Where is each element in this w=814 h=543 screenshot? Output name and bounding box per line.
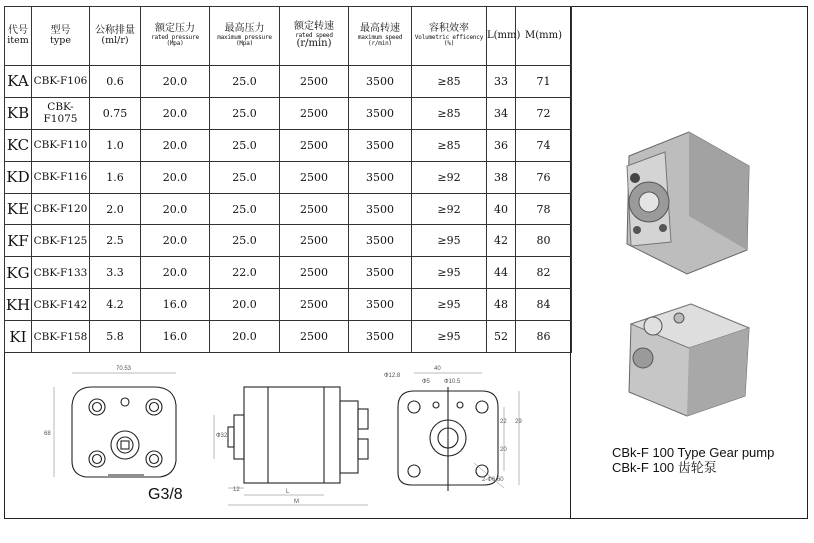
- table-cell-max-s: 3500: [349, 225, 412, 257]
- svg-text:29: 29: [515, 419, 522, 425]
- table-cell-max-s: 3500: [349, 129, 412, 161]
- table-row: [5, 257, 572, 289]
- table-cell-eff: ≥95: [412, 225, 487, 257]
- table-row: [5, 193, 572, 225]
- table-cell-disp: 2.0: [90, 193, 141, 225]
- table-cell-item: KI: [5, 321, 32, 353]
- table-cell-type: CBK-F125: [32, 225, 90, 257]
- table-cell-rated-p: 20.0: [141, 66, 210, 98]
- table-cell-eff: ≥95: [412, 257, 487, 289]
- header-type: 型号 type: [32, 7, 90, 66]
- table-cell-type: CBK-F116: [32, 161, 90, 193]
- table-cell-type: CBK-F133: [32, 257, 90, 289]
- table-row: [5, 66, 572, 98]
- table-cell-eff: ≥95: [412, 321, 487, 353]
- table-cell-rated-s: 2500: [280, 321, 349, 353]
- table-cell-L: 40: [487, 193, 516, 225]
- table-cell-type: CBK-F142: [32, 289, 90, 321]
- side-view-drawing: [228, 387, 368, 483]
- table-cell-item: KG: [5, 257, 32, 289]
- table-row: [5, 289, 572, 321]
- table-cell-L: 48: [487, 289, 516, 321]
- header-max-speed: 最高转速 maximum speed (r/min): [349, 7, 412, 66]
- header-displacement: 公称排量 (ml/r): [90, 7, 141, 66]
- table-cell-max-s: 3500: [349, 257, 412, 289]
- svg-text:Ф5: Ф5: [422, 379, 430, 385]
- table-cell-L: 52: [487, 321, 516, 353]
- svg-text:40: 40: [434, 366, 441, 372]
- table-row: [5, 225, 572, 257]
- table-cell-rated-s: 2500: [280, 225, 349, 257]
- header-rated-pressure: 额定压力 rated pressure (Mpa): [141, 7, 210, 66]
- table-cell-max-s: 3500: [349, 66, 412, 98]
- svg-text:Ф10.5: Ф10.5: [444, 379, 461, 385]
- svg-text:68: 68: [44, 431, 51, 437]
- table-cell-disp: 0.6: [90, 66, 141, 98]
- table-cell-rated-s: 2500: [280, 289, 349, 321]
- table-cell-rated-p: 20.0: [141, 257, 210, 289]
- table-cell-M: 72: [516, 97, 572, 129]
- header-rated-speed: 额定转速 rated speed (r/min): [280, 7, 349, 66]
- caption-line-2: CBk-F 100 齿轮泵: [612, 460, 717, 475]
- table-cell-rated-s: 2500: [280, 66, 349, 98]
- header-M: M(mm): [516, 7, 572, 66]
- rear-view-drawing: [398, 387, 498, 491]
- table-cell-max-p: 25.0: [210, 161, 280, 193]
- svg-text:22: 22: [500, 419, 507, 425]
- table-cell-item: KB: [5, 97, 32, 129]
- table-cell-eff: ≥95: [412, 289, 487, 321]
- svg-text:20: 20: [500, 447, 507, 453]
- spec-table: [4, 6, 572, 353]
- table-cell-eff: ≥85: [412, 97, 487, 129]
- table-cell-max-p: 25.0: [210, 225, 280, 257]
- table-cell-L: 42: [487, 225, 516, 257]
- front-view-drawing: [72, 387, 176, 477]
- table-cell-L: 36: [487, 129, 516, 161]
- svg-text:M: M: [294, 499, 299, 505]
- table-cell-type: CBK-F1075: [32, 97, 90, 129]
- table-cell-rated-s: 2500: [280, 161, 349, 193]
- header-efficiency: 容积效率 Volumetric efficency (%): [412, 7, 487, 66]
- svg-text:12: 12: [233, 487, 240, 493]
- table-cell-M: 80: [516, 225, 572, 257]
- table-cell-disp: 0.75: [90, 97, 141, 129]
- table-cell-M: 71: [516, 66, 572, 98]
- table-cell-max-s: 3500: [349, 289, 412, 321]
- table-cell-M: 74: [516, 129, 572, 161]
- table-cell-max-p: 20.0: [210, 289, 280, 321]
- gear-pump-photo-angled: [629, 304, 749, 416]
- technical-drawings: [4, 343, 571, 519]
- table-cell-max-s: 3500: [349, 193, 412, 225]
- table-cell-rated-s: 2500: [280, 193, 349, 225]
- gear-pump-photo-front: [627, 132, 749, 274]
- table-cell-disp: 5.8: [90, 321, 141, 353]
- table-cell-L: 38: [487, 161, 516, 193]
- table-cell-max-p: 25.0: [210, 129, 280, 161]
- table-cell-max-p: 25.0: [210, 66, 280, 98]
- table-cell-item: KA: [5, 66, 32, 98]
- table-cell-type: CBK-F158: [32, 321, 90, 353]
- table-header-row: [5, 7, 572, 66]
- table-cell-item: KE: [5, 193, 32, 225]
- header-L: L(mm): [487, 7, 516, 66]
- table-cell-eff: ≥92: [412, 161, 487, 193]
- table-cell-disp: 1.0: [90, 129, 141, 161]
- table-cell-rated-s: 2500: [280, 129, 349, 161]
- table-cell-rated-p: 20.0: [141, 97, 210, 129]
- table-cell-max-p: 25.0: [210, 193, 280, 225]
- table-cell-max-s: 3500: [349, 161, 412, 193]
- table-cell-max-s: 3500: [349, 321, 412, 353]
- table-cell-M: 84: [516, 289, 572, 321]
- table-cell-max-s: 3500: [349, 97, 412, 129]
- svg-text:70.53: 70.53: [116, 366, 132, 372]
- table-cell-M: 82: [516, 257, 572, 289]
- table-cell-item: KD: [5, 161, 32, 193]
- table-cell-max-p: 25.0: [210, 97, 280, 129]
- table-row: [5, 97, 572, 129]
- table-cell-M: 76: [516, 161, 572, 193]
- table-cell-rated-s: 2500: [280, 97, 349, 129]
- table-cell-eff: ≥92: [412, 193, 487, 225]
- table-cell-rated-p: 16.0: [141, 321, 210, 353]
- svg-text:2-Ф6.60: 2-Ф6.60: [482, 477, 504, 483]
- product-caption: [612, 445, 774, 475]
- table-cell-max-p: 20.0: [210, 321, 280, 353]
- svg-text:Ф32: Ф32: [216, 433, 228, 439]
- table-cell-disp: 3.3: [90, 257, 141, 289]
- table-cell-rated-p: 20.0: [141, 161, 210, 193]
- header-max-pressure: 最高压力 maximum pressure (Mpa): [210, 7, 280, 66]
- table-cell-max-p: 22.0: [210, 257, 280, 289]
- table-cell-M: 78: [516, 193, 572, 225]
- table-cell-disp: 2.5: [90, 225, 141, 257]
- table-cell-disp: 1.6: [90, 161, 141, 193]
- port-thread-label: G3/8: [148, 486, 183, 503]
- svg-text:Ф12.8: Ф12.8: [384, 373, 401, 379]
- table-cell-type: CBK-F120: [32, 193, 90, 225]
- table-cell-type: CBK-F106: [32, 66, 90, 98]
- table-cell-L: 44: [487, 257, 516, 289]
- table-cell-rated-s: 2500: [280, 257, 349, 289]
- svg-text:L: L: [286, 489, 290, 495]
- table-cell-M: 86: [516, 321, 572, 353]
- table-cell-type: CBK-F110: [32, 129, 90, 161]
- table-cell-item: KF: [5, 225, 32, 257]
- table-cell-eff: ≥85: [412, 66, 487, 98]
- table-cell-item: KH: [5, 289, 32, 321]
- table-cell-rated-p: 20.0: [141, 193, 210, 225]
- table-row: [5, 129, 572, 161]
- table-cell-rated-p: 20.0: [141, 129, 210, 161]
- table-cell-item: KC: [5, 129, 32, 161]
- table-cell-rated-p: 20.0: [141, 225, 210, 257]
- table-cell-disp: 4.2: [90, 289, 141, 321]
- table-cell-L: 33: [487, 66, 516, 98]
- table-cell-L: 34: [487, 97, 516, 129]
- table-cell-rated-p: 16.0: [141, 289, 210, 321]
- caption-line-1: CBk-F 100 Type Gear pump: [612, 445, 775, 460]
- table-cell-eff: ≥85: [412, 129, 487, 161]
- header-item: 代号 item: [5, 7, 32, 66]
- product-photos: [571, 6, 808, 519]
- table-row: [5, 161, 572, 193]
